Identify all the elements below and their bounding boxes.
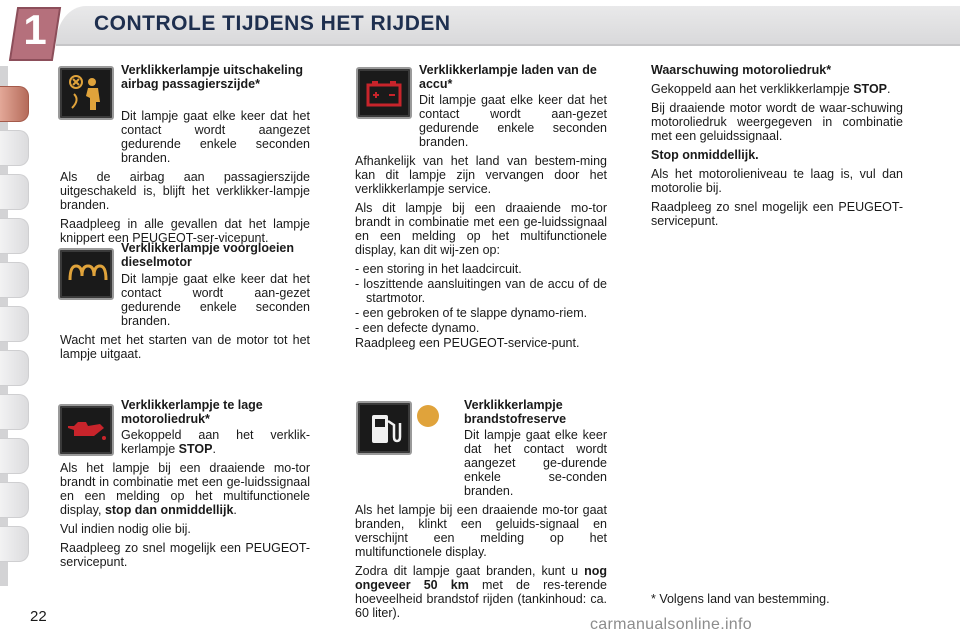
- oil-pressure-p2: Bij draaiende motor wordt de waar-schuwing motoroliedruk weergegeven in combinatie met een geluidssignaal.: [651, 101, 903, 143]
- battery-p3: Als dit lampje bij een draaiende mo-tor brandt in combinatie met een ge-luidssignaal en een melding op het multifunctionele display, kan dit wij-zen op:: [355, 201, 607, 257]
- chapter-number: 1: [23, 6, 47, 53]
- chapter-tab-8[interactable]: [0, 394, 29, 430]
- battery-text: [355, 93, 607, 355]
- chapter-tab-9[interactable]: [0, 438, 29, 474]
- battery-p4: Raadpleeg een PEUGEOT-service-punt.: [355, 336, 580, 350]
- battery-p1: Dit lampje gaat elke keer dat het contact wordt aan-gezet gedurende enkele seconden branden.: [419, 93, 607, 149]
- airbag-text: [60, 109, 310, 250]
- airbag-p1: Dit lampje gaat elke keer dat het contact wordt aangezet gedurende enkele seconden branden.: [121, 109, 310, 165]
- fuel-text: [355, 428, 607, 625]
- oil-section: [121, 398, 311, 431]
- oil-heading: Verklikkerlampje te lage motoroliedruk*: [121, 398, 263, 426]
- oil-pressure-p4: Als het motorolieniveau te laag is, vul dan motorolie bij.: [651, 167, 903, 195]
- fuel-p3a: Zodra dit lampje gaat branden, kunt u: [355, 564, 585, 578]
- battery-bullet-4: - een defecte dynamo.: [355, 321, 480, 335]
- chapter-tab-11[interactable]: [0, 526, 29, 562]
- page-title: CONTROLE TIJDENS HET RIJDEN: [94, 12, 451, 35]
- oil-p3: Vul indien nodig olie bij.: [60, 522, 191, 536]
- chapter-tab-3[interactable]: [0, 174, 29, 210]
- fuel-p2: Als het lampje bij een draaiende mo-tor gaat branden, klinkt een geluids-signaal en verschijnt een melding op het multifunctionele display.: [355, 503, 607, 559]
- page-header: [0, 0, 960, 52]
- airbag-p3: Raadpleeg in alle gevallen dat het lampje knippert een PEUGEOT-ser-vicepunt.: [60, 217, 310, 245]
- chapter-tab-10[interactable]: [0, 482, 29, 518]
- amber-indicator-icon: [417, 405, 439, 427]
- fuel-p3-distance: nog ongeveer 50 km: [355, 564, 607, 592]
- oil-text: [60, 428, 310, 574]
- battery-bullet-1: - een storing in het laadcircuit.: [355, 262, 522, 276]
- battery-bullet-3: - een gebroken of te slappe dynamo-riem.: [355, 306, 588, 320]
- battery-bullet-2: - loszittende aansluitingen van de accu of de startmotor.: [355, 277, 607, 305]
- oil-p2a: Als het lampje bij een draaiende mo-tor brandt in combinatie met een ge-luidssignaal en een melding op het multifunctionele display,: [60, 461, 310, 517]
- oil-pressure-p1-stop: STOP: [853, 82, 888, 96]
- fuel-heading: Verklikkerlampje brandstofreserve: [464, 398, 567, 426]
- fuel-p3c: met de res-terende hoeveelheid brandstof rijden (tankinhoud: ca. 60 liter).: [355, 578, 607, 620]
- chapter-tab-4[interactable]: [0, 218, 29, 254]
- battery-section: [419, 63, 609, 96]
- glow-p1: Dit lampje gaat elke keer dat het contact wordt aan-gezet gedurende enkele seconden branden.: [121, 272, 310, 328]
- chapter-tab-1[interactable]: [0, 86, 29, 122]
- oil-p1a: Gekoppeld aan het verklik-kerlampje: [121, 428, 310, 456]
- oil-p2c: .: [233, 503, 237, 517]
- watermark: carmanualsonline.info: [590, 616, 752, 633]
- battery-heading: Verklikkerlampje laden van de accu*: [419, 63, 597, 91]
- airbag-p2: Als de airbag aan passagierszijde uitgeschakeld is, blijft het verklikker-lampje branden.: [60, 170, 310, 212]
- glow-section: [121, 241, 311, 274]
- chapter-tab-2[interactable]: [0, 130, 29, 166]
- chapter-tabs: [0, 66, 30, 586]
- oil-pressure-warning-section: [651, 63, 903, 233]
- oil-p2-stop-now: stop dan onmiddellijk: [104, 503, 234, 517]
- chapter-tab-7[interactable]: [0, 350, 29, 386]
- glow-heading: Verklikkerlampje voorgloeien dieselmotor: [121, 241, 294, 269]
- oil-pressure-p1a: Gekoppeld aan het verklikkerlampje: [651, 82, 854, 96]
- fuel-section: [464, 398, 608, 431]
- footnote: * Volgens land van bestemming.: [651, 592, 830, 606]
- chapter-tab-6[interactable]: [0, 306, 29, 342]
- oil-p4: Raadpleeg zo snel mogelijk een PEUGEOT-servicepunt.: [60, 541, 310, 569]
- oil-p1-stop: STOP: [178, 442, 213, 456]
- fuel-p1: Dit lampje gaat elke keer dat het contact wordt aangezet ge-durende enkele se-conden branden.: [464, 428, 607, 498]
- airbag-heading: Verklikkerlampje uitschakeling airbag passagierszijde*: [121, 63, 304, 91]
- airbag-section: [121, 63, 311, 96]
- oil-p1c: .: [212, 442, 216, 456]
- glow-p2: Wacht met het starten van de motor tot het lampje uitgaat.: [60, 333, 310, 361]
- glow-text: [60, 272, 310, 366]
- battery-p2: Afhankelijk van het land van bestem-ming kan dit lampje zijn vervangen door het verklikkerlampje service.: [355, 154, 607, 196]
- oil-pressure-heading: Waarschuwing motoroliedruk*: [651, 63, 832, 77]
- oil-pressure-p5: Raadpleeg zo snel mogelijk een PEUGEOT-servicepunt.: [651, 200, 903, 228]
- oil-pressure-stop-now: Stop onmiddellijk.: [651, 148, 759, 162]
- oil-pressure-p1c: .: [887, 82, 891, 96]
- page-number: 22: [30, 608, 47, 625]
- chapter-tab-5[interactable]: [0, 262, 29, 298]
